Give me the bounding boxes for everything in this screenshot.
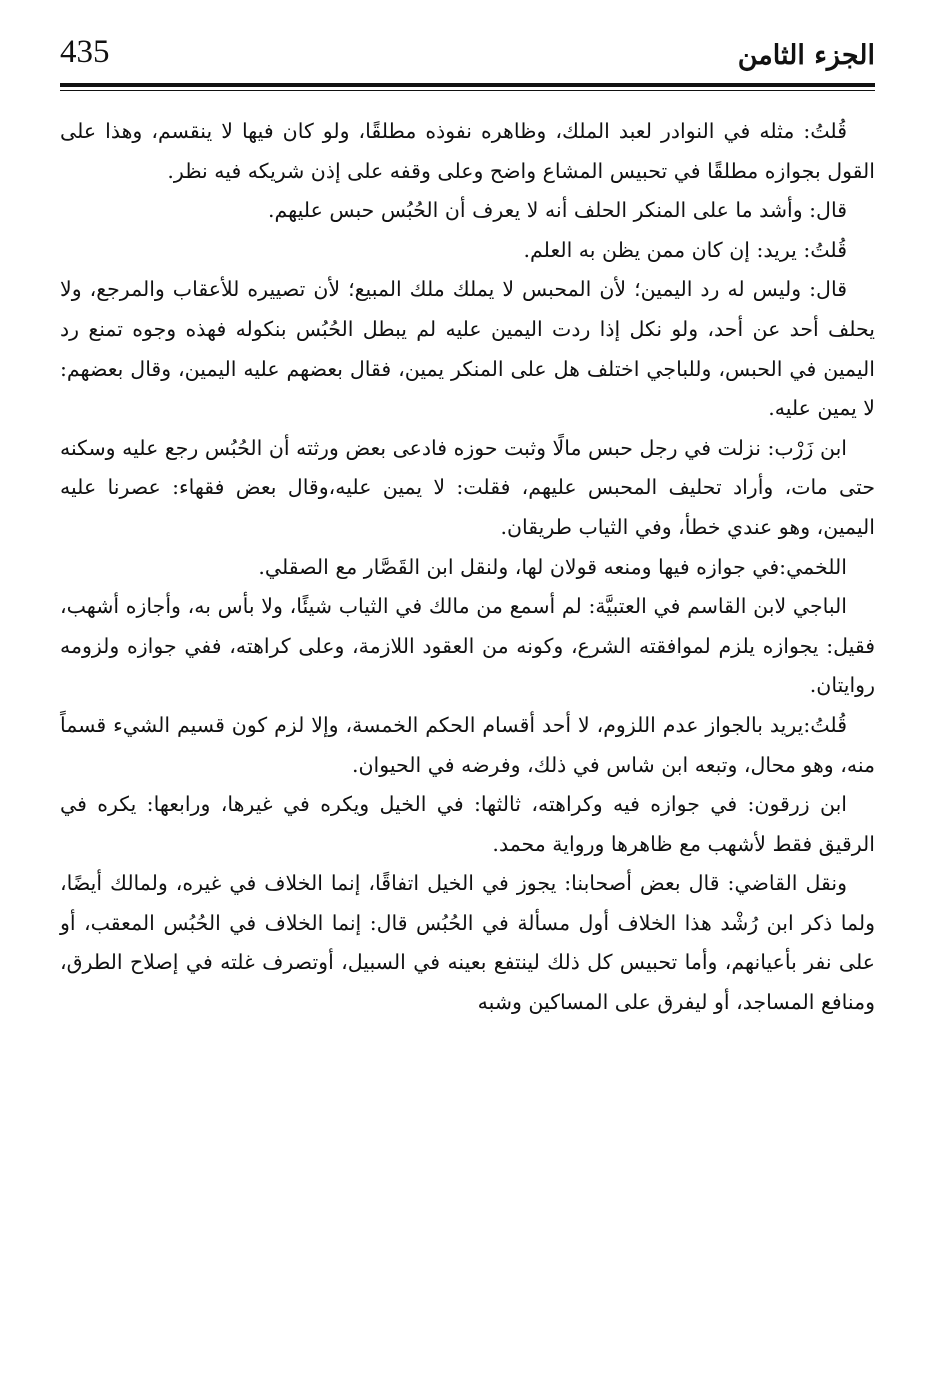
paragraph: قُلتُ: يريد: إن كان ممن يظن به العلم. <box>523 237 847 262</box>
paragraph: ابن زرقون: في جوازه فيه وكراهته، ثالثها: في الخيل ويكره في غيرها، ورابعها: يكره في الرقيق فقط لأشهب مع ظاهرها ورواية محمد. <box>60 792 875 856</box>
paragraph: ابن زَرْب: نزلت في رجل حبس مالًا وثبت حوزه فادعى بعض ورثته أن الحُبُس رجع عليه وسكنه حتى مات، وأراد تحليف المحبس عليهم، فقلت: لا يمين عليه،وقال بعض فقهاء: عصرنا عليه اليمين، وهو عندي خطأ، وفي الثياب طريقان. <box>60 435 875 539</box>
paragraph: قال: وأشد ما على المنكر الحلف أنه لا يعرف أن الحُبُس حبس عليهم. <box>268 198 847 223</box>
paragraph: ونقل القاضي: قال بعض أصحابنا: يجوز في الخيل اتفاقًا، إنما الخلاف في غيره، ولمالك أيضًا، ولما ذكر ابن رُشْد هذا الخلاف أول مسألة في الحُبُس قال: إنما الخلاف في الحُبُس المعقب، أو على نفر بأعيانهم، وأما تحبيس كل ذلك لينتفع بعينه في السبيل، أوتصرف غلته في إصلاح الطرق، ومنافع المساجد، أو ليفرق على المساكين وشبه <box>60 871 875 1015</box>
header-rule-thick <box>60 83 875 87</box>
page-header <box>60 30 875 82</box>
body-text <box>60 112 875 1023</box>
paragraph: قال: وليس له رد اليمين؛ لأن المحبس لا يملك ملك المبيع؛ لأن تصييره للأعقاب والمرجع، ولا يحلف أحد عن أحد، ولو نكل إذا ردت اليمين عليه لم يبطل الحُبُس بنكوله فهذه وجوه تمنع رد اليمين في الحبس، وللباجي اختلف هل على المنكر يمين، فقال بعضهم عليه اليمين، وقال بعضهم: لا يمين عليه. <box>60 277 875 421</box>
book-page <box>60 30 875 1370</box>
page-number: 435 <box>60 34 110 70</box>
paragraph: قُلتُ:يريد بالجواز عدم اللزوم، لا أحد أقسام الحكم الخمسة، وإلا لزم كون قسيم الشيء قسماً منه، وهو محال، وتبعه ابن شاس في ذلك، وفرضه في الحيوان. <box>60 712 875 777</box>
running-title: الجزء الثامن <box>737 40 875 71</box>
paragraph: الباجي لابن القاسم في العتبيَّة: لم أسمع من مالك في الثياب شيئًا، ولا بأس به، وأجازه أشهب، فقيل: يجوازه يلزم لموافقته الشرع، وكونه من العقود اللازمة، وعلى كراهته، ففي جوازه ولزومه روايتان. <box>60 594 875 698</box>
header-rule-thin <box>60 90 875 91</box>
paragraph: اللخمي:في جوازه فيها ومنعه قولان لها، ولنقل ابن القَصَّار مع الصقلي. <box>258 554 847 579</box>
paragraph: قُلتُ: مثله في النوادر لعبد الملك، وظاهره نفوذه مطلقًا، ولو كان فيها لا ينقسم، وهذا على القول بجوازه مطلقًا في تحبيس المشاع واضح وعلى وقفه على إذن شريكه فيه نظر. <box>60 119 875 183</box>
